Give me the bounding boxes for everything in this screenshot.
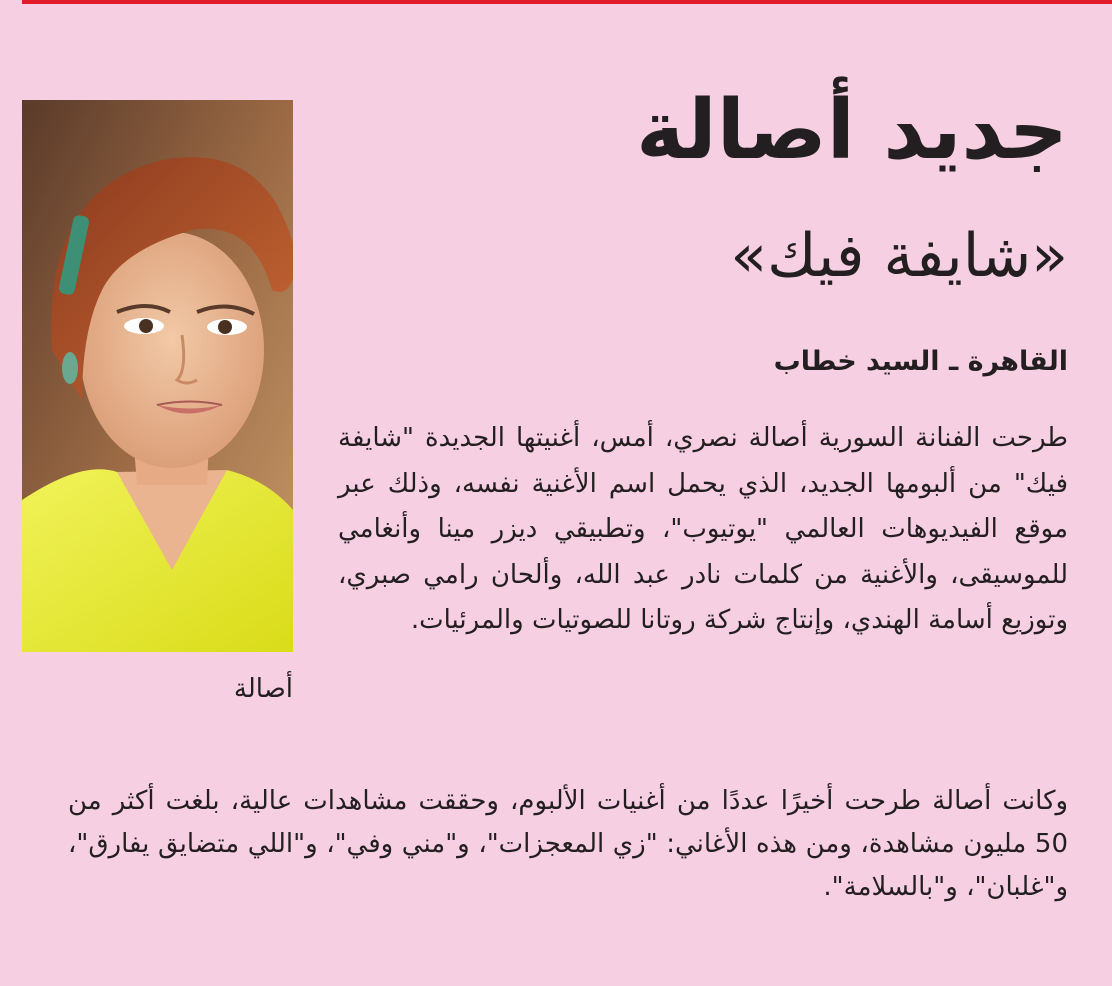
headline: جديد أصالة — [636, 83, 1068, 178]
byline: القاهرة ـ السيد خطاب — [773, 346, 1068, 377]
article-photo — [22, 100, 293, 652]
portrait-illustration — [22, 100, 293, 652]
subheadline: «شايفة فيك» — [730, 221, 1068, 291]
paragraph-1: طرحت الفنانة السورية أصالة نصري، أمس، أغنيتها الجديدة "شايفة فيك" من ألبومها الجديد، الذي يحمل اسم الأغنية نفسه، وذلك عبر موقع الفيديوهات العالمي "يوتيوب"، وتطبيقي ديزر مينا وأنغامي للموسيقى، والأغنية من كلمات نادر عبد الله، وألحان رامي صبري، وتوزيع أسامة الهندي، وإنتاج شركة روتانا للصوتيات والمرئيات. — [338, 423, 1068, 635]
article-body-part-1 — [338, 416, 1068, 644]
article-body-part-2 — [68, 780, 1068, 909]
paragraph-2: وكانت أصالة طرحت أخيرًا عددًا من أغنيات الألبوم، وحققت مشاهدات عالية، بلغت أكثر من 50 مليون مشاهدة، ومن هذه الأغاني: "زي المعجزات"، و"مني وفي"، و"اللي متضايق يفارق"، و"غلبان"، و"بالسلامة". — [68, 786, 1068, 902]
photo-caption: أصالة — [233, 674, 293, 704]
top-rule — [22, 0, 1112, 4]
